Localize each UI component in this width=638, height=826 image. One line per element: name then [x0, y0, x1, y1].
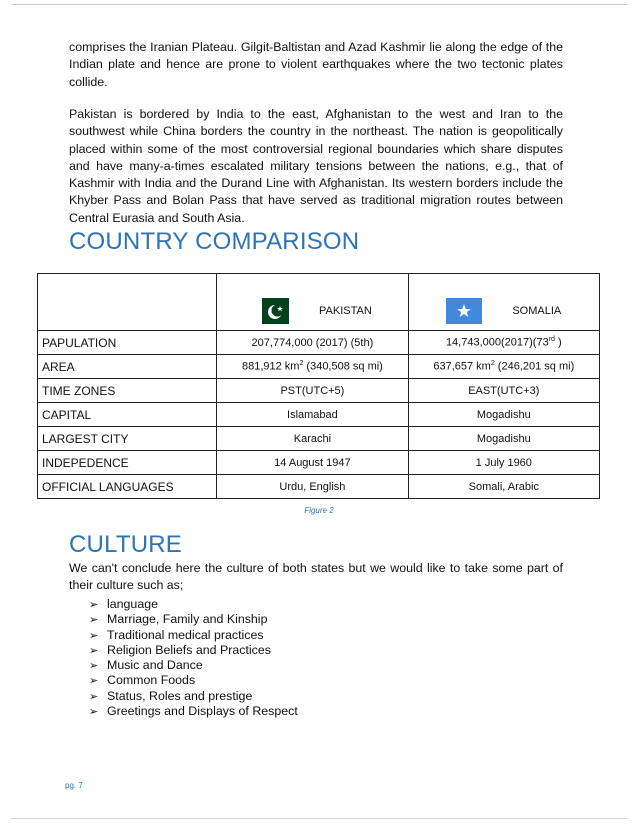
row-label: OFFICIAL LANGUAGES	[38, 475, 217, 499]
pakistan-flag-icon	[253, 298, 289, 324]
somalia-value: 14,743,000(2017)(73rd )	[408, 331, 599, 355]
row-label: INDEPEDENCE	[38, 451, 217, 475]
arrow-bullet-icon: ➢	[89, 644, 99, 657]
figure-caption: Figure 2	[304, 506, 334, 515]
somalia-value: 637,657 $km^2$ (246,201 sq mi)	[408, 355, 599, 379]
comparison-table	[37, 273, 600, 499]
arrow-bullet-icon: ➢	[89, 599, 99, 611]
table-header-somalia	[408, 274, 599, 331]
table-row	[38, 475, 600, 499]
arrow-bullet-icon: ➢	[89, 660, 99, 673]
list-item: ➢ Music and Dance	[89, 658, 298, 673]
culture-list	[89, 597, 298, 719]
list-item: ➢ Marriage, Family and Kinship	[89, 612, 298, 627]
table-row	[38, 331, 600, 355]
paragraph-culture-intro: We can't conclude here the culture of both states but we would like to take some part of their culture such as;	[69, 561, 563, 593]
paragraph-borders: Pakistan is bordered by India to the east, Afghanistan to the west and Iran to the southwest while China borders the country in the northeast. The nation is geopolitically placed within some of the most controversial regional boundaries which share disputes and have many-a-times escalated military tensions between the nations, e.g., that of Kashmir with India and the Durand Line with Afghanistan. Its western borders include the Khyber Pass and Bolan Pass that have served as traditional migration routes between Central Eurasia and South Asia.	[69, 107, 563, 225]
paragraph-geography: comprises the Iranian Plateau. Gilgit-Baltistan and Azad Kashmir lie along the edge of the Indian plate and hence are prone to violent earthquakes where the two tectonic plates collide.	[69, 40, 563, 89]
list-item: ➢ Religion Beliefs and Practices	[89, 643, 298, 658]
row-label: AREA	[38, 355, 217, 379]
somalia-label: SOMALIA	[512, 304, 562, 317]
list-item: ➢ Greetings and Displays of Respect	[89, 704, 298, 719]
list-item: ➢ Traditional medical practices	[89, 628, 298, 643]
arrow-bullet-icon: ➢	[89, 690, 99, 703]
row-label: LARGEST CITY	[38, 427, 217, 451]
list-item: ➢ Common Foods	[89, 673, 298, 688]
table-header-empty	[38, 274, 217, 331]
table-header-pakistan	[217, 274, 408, 331]
somalia-value: Mogadishu	[408, 427, 599, 451]
list-item: ➢ language	[89, 597, 298, 612]
pakistan-value: 207,774,000 (2017) (5th)	[217, 331, 408, 355]
row-label: PAPULATION	[38, 331, 217, 355]
page-top-border	[11, 4, 627, 5]
table-row	[38, 355, 600, 379]
row-label: TIME ZONES	[38, 379, 217, 403]
pakistan-label: PAKISTAN	[319, 304, 372, 317]
pakistan-value: 14 August 1947	[217, 451, 408, 475]
row-label: CAPITAL	[38, 403, 217, 427]
somalia-value: EAST(UTC+3)	[408, 379, 599, 403]
somalia-value: Somali, Arabic	[408, 475, 599, 499]
table-row	[38, 427, 600, 451]
list-item: ➢ Status, Roles and prestige	[89, 689, 298, 704]
page-bottom-border	[11, 818, 627, 819]
pakistan-value: 881,912 $km^2$ (340,508 sq mi)	[217, 355, 408, 379]
arrow-bullet-icon: ➢	[89, 706, 99, 719]
table-row	[38, 403, 600, 427]
table-header-row	[38, 274, 600, 331]
pakistan-value: Islamabad	[217, 403, 408, 427]
arrow-bullet-icon: ➢	[89, 629, 99, 642]
heading-country-comparison: COUNTRY COMPARISON	[69, 228, 360, 255]
heading-culture: CULTURE	[69, 531, 182, 558]
pakistan-value: Urdu, English	[217, 475, 408, 499]
somalia-flag-icon	[446, 298, 482, 324]
somalia-value: Mogadishu	[408, 403, 599, 427]
page-number: pg. 7	[65, 781, 83, 790]
arrow-bullet-icon: ➢	[89, 675, 99, 688]
table-row	[38, 451, 600, 475]
somalia-value: 1 July 1960	[408, 451, 599, 475]
table-row	[38, 379, 600, 403]
arrow-bullet-icon: ➢	[89, 614, 99, 627]
pakistan-value: PST(UTC+5)	[217, 379, 408, 403]
pakistan-value: Karachi	[217, 427, 408, 451]
